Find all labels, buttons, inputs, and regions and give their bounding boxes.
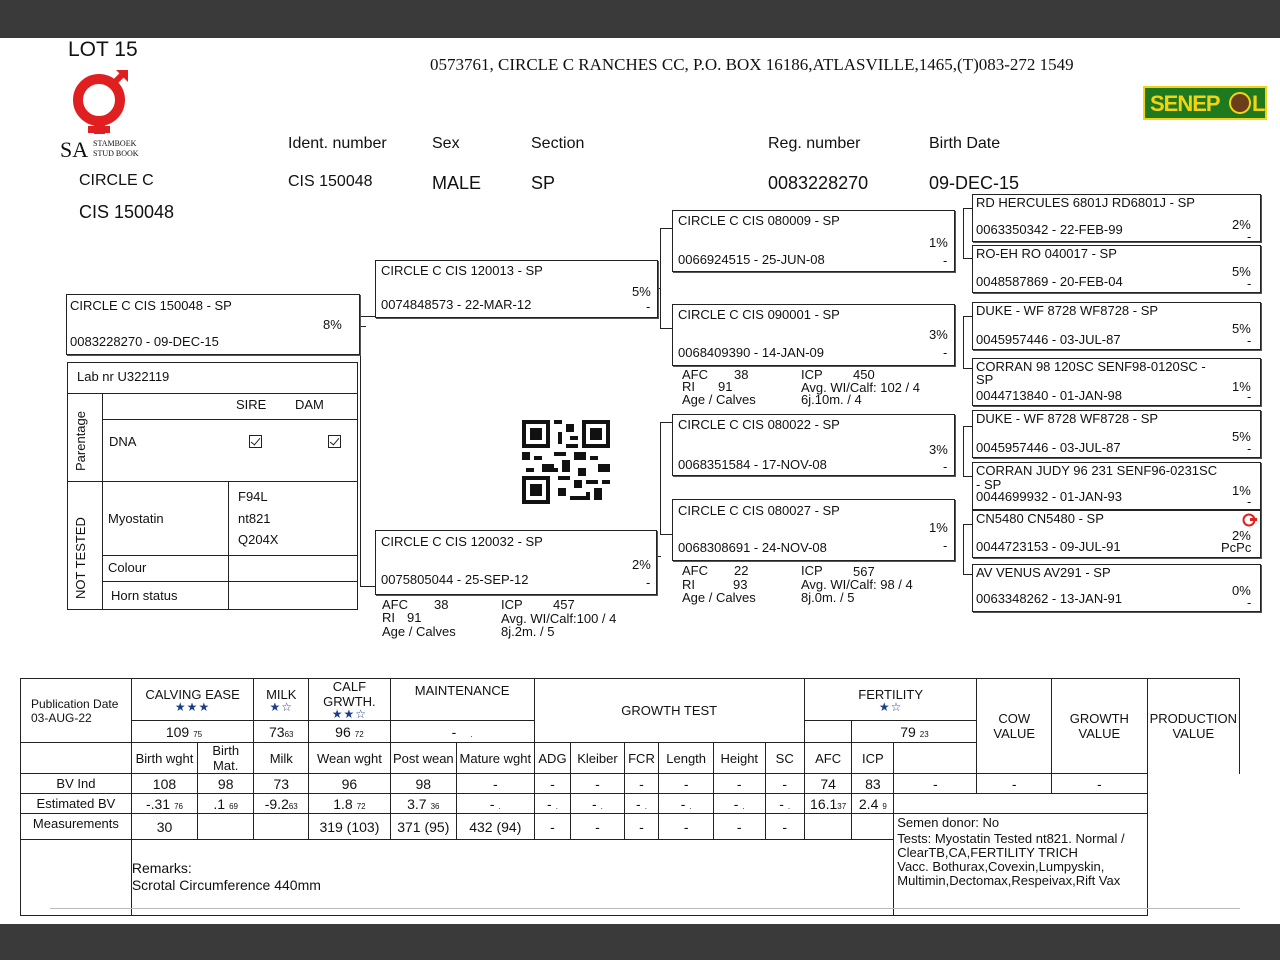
- breeder-line: 0573761, CIRCLE C RANCHES CC, P.O. BOX 16186,ATLASVILLE,1465,(T)083-272 1549: [430, 55, 1074, 74]
- great-grandparent-5: DUKE - WF 8728 WF8728 - SP 0045957446 - 03-JUL-87 5% -: [972, 410, 1261, 458]
- dam-box: CIRCLE C CIS 120032 - SP 2% - 0075805044 - 25-SEP-12: [375, 530, 657, 595]
- lab-number: Lab nr U322119: [77, 369, 170, 384]
- great-grandparent-8: AV VENUS AV291 - SP 0063348262 - 13-JAN-91 0% -: [972, 564, 1261, 612]
- viewer-top-bar: [0, 0, 1280, 38]
- viewer-bottom-bar: [0, 924, 1280, 960]
- pedigree-certificate: LOT 15 0573761, CIRCLE C RANCHES CC, P.O. BOX 16186,ATLASVILLE,1465,(T)083-272 1549 SA STAMBOEK STUD BOOK SENEP L Ident. number Sex Section Reg. number Birth Date CIRCLE C CIS 150048 CIS 150048 MALE SP 0083228270 09-DEC-15 CIRCLE C CIS 150048 - SP 8% 0083228270 - 09-DEC-15 CIRCLE C CIS 120013 - SP 5% - 0074848573 - 22-MAR-12 CIRCLE C CIS 120032 - SP 2% - 0075805044 - 25-SEP-12 AFC 38 ICP 457 RI 91 Avg. WI/Calf:100 / 4 Age / Calves 8j.2m. / 5 CIRCLE C CIS 080009 - SP 1% - 0066924515 - 25-JUN-08 CIRCLE C CIS 090001 - SP 3% - 0068409390 - 14-JAN-09 AFC 38 ICP 450 RI 91 Avg. WI/Calf: 102 / 4 Age / Calves 6j.10m. / 4 CIRCLE C CIS 080022 - SP 3% - 0068351584 - 17-NOV-08 CIRCLE C CIS 080027 - SP 1% - 0068308691 - 24-NOV-08 AFC 22 ICP 567 RI 93 Avg. WI/Calf: 98 / 4 Age / Calves 8j.0m. / 5 RD HERCULES 6801J RD6801J - SP 0063350342 - 22-FEB-99 2% - RO-EH RO 040017 - SP 0048587869 - 20-FEB-04 5% - DUKE - WF 8728 WF8728 - SP 0045957446 - 03-JUL-87 5% - CORRAN 98 120SC SENF98-0120SC - SP 0044713840 - 01-JAN-98 1% - DUKE - WF 8728 WF8728 - SP 0045957446 - 03-JUL-87 5% - CORRAN JUDY 96 231 SENF96-0231SC - SP 0044699932 - 01-JAN-93 1% - CN5480 CN5480 - SP 0044723153 - 09-JUL-91 2% PcPc AV VENUS AV291 - SP 0063348262 - 13-JAN-91 0% - Lab nr U322119 SIRE DAM DNA Parentage NOT TESTED Myostatin F94L nt821 Q204X Colour Horn status Publication Date 03-AUG-22 CALVING EASE ★★★ MILK ★☆ CALF GRWTH. ★★☆ MAINTENANCE GROWTH TEST FERTILITY ★☆ COW VALUE GROWTH VALUE PRODUCTION VALUE 109 75 7363 96 72 - . 79 23 Birth wght Birth Mat. Milk Wean wght Post wean Mature wght ADG Kleiber FCR Length Height SC AFC ICP BV Ind 108 98 73 96 98 - - - - - - - 74 83 - - - Estimated BV -.31 76 .1 69 -9.263 1.8 72 3.7 36 - . - . - . - . - . - . - . 16.137 2.4 9 Measurements 30 319 (103) 371 (95) 432 (94) - - - - - - Semen donor: No Tests: Myostatin Tested nt821. Normal / ClearTB,CA,FERTILITY TRICH Vacc. Bothurax,Covexin,Lumpyskin, Multimin,Dectomax,Respeivax,Rift Vax Remarks: Scrotal Circumference 440mm: [0, 38, 1280, 924]
- animal-ident-2: CIS 150048: [79, 202, 175, 222]
- section-label: Section: [531, 135, 585, 152]
- parentage-label: Parentage: [73, 411, 88, 471]
- genetic-marker-icon: [1242, 513, 1258, 527]
- calving-stars: ★★★: [174, 699, 211, 714]
- dam-sire-box: CIRCLE C CIS 080022 - SP 3% - 0068351584 - 17-NOV-08: [672, 414, 955, 476]
- fertility-stars: ★☆: [878, 699, 903, 714]
- not-tested-label: NOT TESTED: [73, 517, 88, 599]
- animal-sex: MALE: [432, 173, 482, 193]
- sex-label: Sex: [432, 135, 460, 152]
- dam-dam-box: CIRCLE C CIS 080027 - SP 1% - 0068308691 - 24-NOV-08: [672, 499, 955, 561]
- lot-number: LOT 15: [68, 38, 138, 61]
- animal-section: SP: [531, 173, 556, 193]
- sire-sire-box: CIRCLE C CIS 080009 - SP 1% - 0066924515 - 25-JUN-08: [672, 210, 955, 272]
- sire-box: CIRCLE C CIS 120013 - SP 5% - 0074848573 - 22-MAR-12: [375, 260, 658, 318]
- qr-code-icon: [522, 420, 610, 504]
- semen-tests-cell: Semen donor: No Tests: Myostatin Tested nt821. Normal / ClearTB,CA,FERTILITY TRICH Vacc. Bothurax,Covexin,Lumpyskin, Multimin,Dectomax,Respeivax,Rift Vax: [894, 814, 1147, 916]
- great-grandparent-4: CORRAN 98 120SC SENF98-0120SC - SP 0044713840 - 01-JAN-98 1% -: [972, 358, 1261, 406]
- ident-label: Ident. number: [288, 135, 387, 152]
- subject-box: CIRCLE C CIS 150048 - SP 8% 0083228270 - 09-DEC-15: [66, 294, 360, 355]
- remarks-cell: Remarks: Scrotal Circumference 440mm: [131, 840, 893, 916]
- animal-birth: 09-DEC-15: [929, 173, 1020, 193]
- bull-head-icon: [1229, 92, 1251, 114]
- great-grandparent-2: RO-EH RO 040017 - SP 0048587869 - 20-FEB-04 5% -: [972, 245, 1261, 293]
- studbook-emblem-icon: [60, 70, 160, 138]
- dna-dam-checkbox: [328, 435, 341, 448]
- milk-stars: ★☆: [269, 699, 294, 714]
- lab-results-box: Lab nr U322119 SIRE DAM DNA Parentage NOT TESTED Myostatin F94L nt821 Q204X Colour Horn status: [67, 362, 358, 610]
- sire-dam-box: CIRCLE C CIS 090001 - SP 3% - 0068409390 - 14-JAN-09: [672, 304, 955, 366]
- breeding-values-table: Publication Date 03-AUG-22 CALVING EASE ★★★ MILK ★☆ CALF GRWTH. ★★☆ MAINTENANCE GROWTH TEST FERTILITY ★☆ COW VALUE GROWTH VALUE PRODUCTION VALUE 109 75 7363 96 72 - . 79 23 Birth wght Birth Mat. Milk Wean wght Post wean Mature wght ADG Kleiber FCR Length Height SC AFC ICP BV Ind 108 98 73 96 98 - - - - - - - 74 83 - - - Estimated BV -.31 76 .1 69 -9.263 1.8 72 3.7 36 - . - . - . - . - . - . - . 16.137 2.4 9 Measurements 30 319 (103) 371 (95) 432 (94) - - - - - - Semen donor: No Tests: Myostatin Tested nt821. Normal / ClearTB,CA,FERTILITY TRICH Vacc. Bothurax,Covexin,Lumpyskin, Multimin,Dectomax,Respeivax,Rift Vax Remarks: Scrotal Circumference 440mm: [20, 678, 1240, 916]
- animal-reg: 0083228270: [768, 173, 869, 193]
- great-grandparent-6: CORRAN JUDY 96 231 SENF96-0231SC - SP 0044699932 - 01-JAN-93 1% -: [972, 462, 1261, 510]
- great-grandparent-7: CN5480 CN5480 - SP 0044723153 - 09-JUL-91 2% PcPc: [972, 510, 1261, 558]
- sa-studbook-logo: SA STAMBOEK STUD BOOK: [60, 70, 160, 160]
- calf-stars: ★★☆: [331, 707, 368, 721]
- birth-label: Birth Date: [929, 135, 1001, 152]
- animal-name: CIRCLE C: [79, 172, 154, 189]
- senepol-logo: SENEP L: [1143, 86, 1267, 120]
- reg-label: Reg. number: [768, 135, 861, 152]
- great-grandparent-3: DUKE - WF 8728 WF8728 - SP 0045957446 - 03-JUL-87 5% -: [972, 302, 1261, 350]
- animal-ident: CIS 150048: [288, 173, 373, 190]
- dna-sire-checkbox: [249, 435, 262, 448]
- great-grandparent-1: RD HERCULES 6801J RD6801J - SP 0063350342 - 22-FEB-99 2% -: [972, 194, 1261, 242]
